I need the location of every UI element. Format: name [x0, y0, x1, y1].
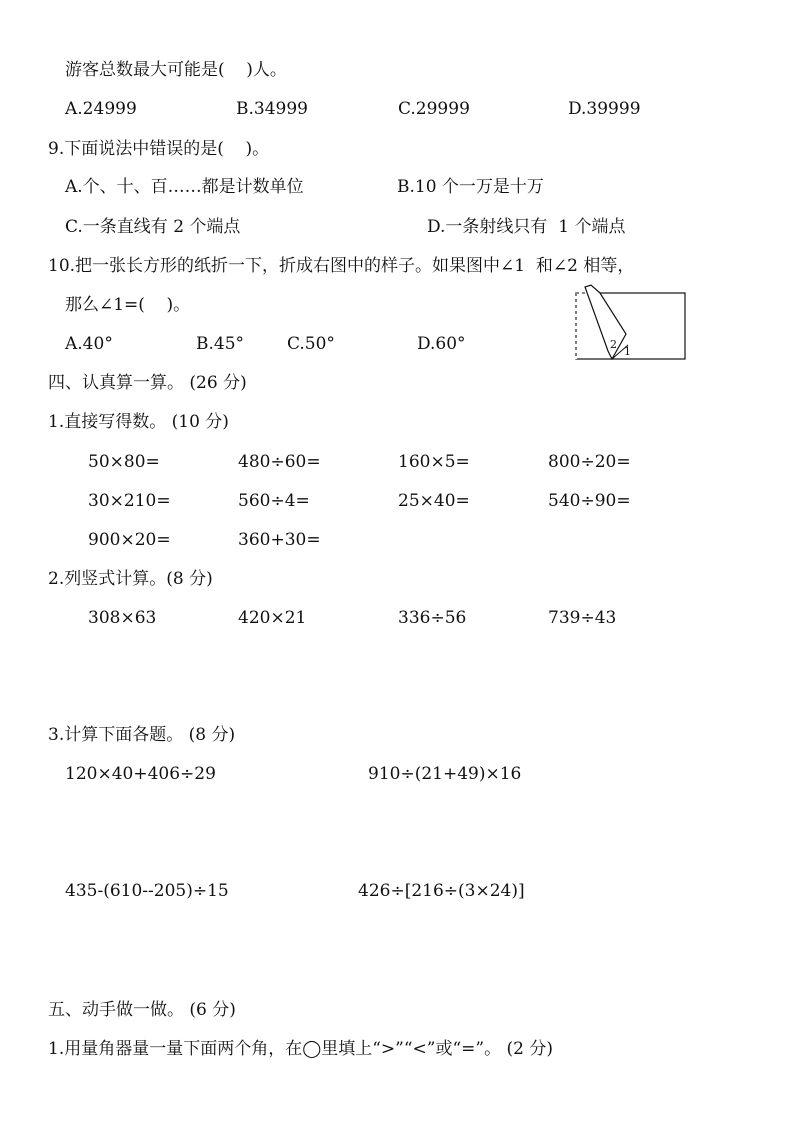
q9-option-a: A.个、十、百……都是计数单位	[65, 177, 304, 197]
section4-heading: 四、认真算一算。 (26 分)	[48, 373, 247, 393]
section5-heading: 五、动手做一做。 (6 分)	[48, 1000, 236, 1020]
vertical-calc-item: 739÷43	[548, 608, 617, 628]
mental-calc-item: 480÷60=	[238, 452, 321, 472]
section5-part1-title: 1.用量角器量一量下面两个角，在◯里填上“>”“<”或“=”。 (2 分)	[48, 1039, 554, 1059]
folded-flap	[585, 285, 626, 359]
q10-option-d: D.60°	[417, 334, 466, 354]
part2-title: 2.列竖式计算。(8 分)	[48, 569, 213, 589]
mental-calc-item: 30×210=	[88, 491, 171, 511]
expression-item: 435-(610--205)÷15	[65, 881, 229, 901]
q9-title: 9.下面说法中错误的是( )。	[48, 139, 270, 159]
angle-2-label: 2	[610, 338, 617, 351]
q10-option-c: C.50°	[287, 334, 335, 354]
mental-calc-item: 50×80=	[88, 452, 160, 472]
mental-calc-item: 900×20=	[88, 530, 171, 550]
q9-option-d: D.一条射线只有 1 个端点	[427, 217, 626, 237]
vertical-calc-item: 420×21	[238, 608, 307, 628]
q10-option-b: B.45°	[196, 334, 245, 354]
mental-calc-item: 800÷20=	[548, 452, 631, 472]
mental-calc-item: 25×40=	[398, 491, 470, 511]
q8-stem-line: 游客总数最大可能是( )人。	[65, 60, 287, 80]
q8-option-d: D.39999	[568, 99, 641, 119]
q8-option-c: C.29999	[398, 99, 470, 119]
q9-option-b: B.10 个一万是十万	[397, 177, 544, 197]
q10-line2: 那么∠1=( )。	[65, 295, 191, 315]
angle-1-label: 1	[624, 345, 631, 358]
q10-title: 10.把一张长方形的纸折一下，折成右图中的样子。如果图中∠1 和∠2 相等，	[48, 256, 635, 276]
mental-calc-item: 560÷4=	[238, 491, 310, 511]
expression-item: 120×40+406÷29	[65, 764, 216, 784]
mental-calc-item: 360+30=	[238, 530, 321, 550]
mental-calc-item: 160×5=	[398, 452, 470, 472]
folded-paper-figure	[570, 285, 690, 365]
expression-item: 910÷(21+49)×16	[368, 764, 522, 784]
part3-title: 3.计算下面各题。 (8 分)	[48, 725, 236, 745]
expression-item: 426÷[216÷(3×24)]	[358, 881, 525, 901]
q8-option-b: B.34999	[236, 99, 308, 119]
q10-option-a: A.40°	[65, 334, 113, 354]
vertical-calc-item: 336÷56	[398, 608, 467, 628]
vertical-calc-item: 308×63	[88, 608, 157, 628]
q9-option-c: C.一条直线有 2 个端点	[65, 217, 241, 237]
mental-calc-item: 540÷90=	[548, 491, 631, 511]
q8-option-a: A.24999	[65, 99, 137, 119]
part1-title: 1.直接写得数。 (10 分)	[48, 412, 229, 432]
